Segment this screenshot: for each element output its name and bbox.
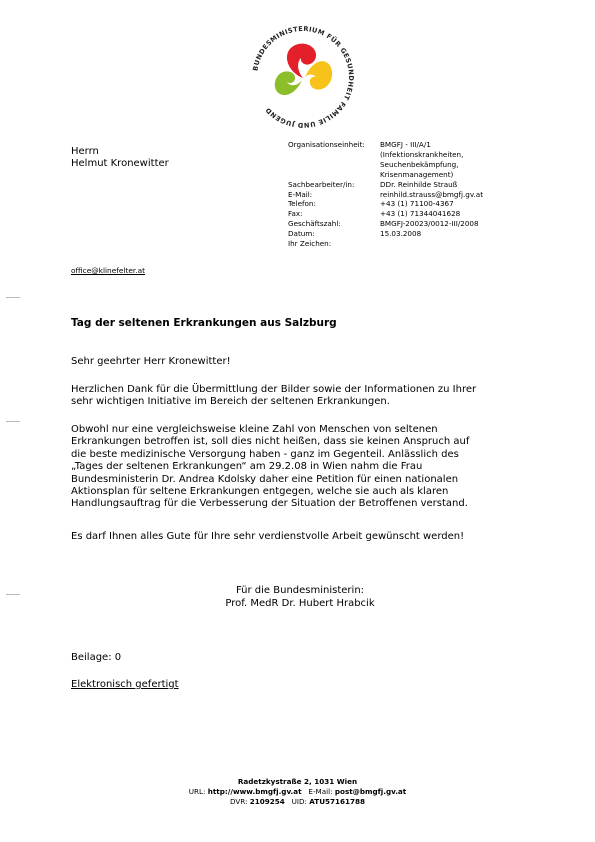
footer-uid: ATU57161788: [309, 796, 366, 806]
body-line: Handlungsauftrag für die Verbesserung der Situation der Betroffenen verstand.: [71, 498, 468, 510]
footer-url-label: URL:: [188, 786, 206, 796]
meta-value-org-detail: (Infektionskrankheiten,: [380, 149, 464, 159]
meta-label-date: Datum:: [288, 229, 315, 239]
meta-label-org-unit: Organisationseinheit:: [288, 140, 365, 149]
body-line: Bundesministerin Dr. Andrea Kdolsky daher eine Petition für einen nationalen: [71, 473, 459, 485]
meta-value-org-unit: BMGFJ - III/A/1: [380, 140, 431, 149]
meta-label-file-number: Geschäftszahl:: [288, 219, 341, 229]
paragraph-petition: [71, 424, 541, 511]
salutation-text: Sehr geehrter Herr Kronewitter!: [71, 356, 231, 367]
body-line: die beste medizinische Versorgung haben - ganz im Gegenteil. Anlässlich des: [71, 448, 459, 460]
recipient-salutation-line: Herrn: [71, 146, 99, 157]
footer-uid-label: UID:: [291, 796, 307, 806]
meta-value-fax: +43 (1) 71344041628: [380, 209, 461, 219]
fold-mark: [6, 421, 20, 422]
footer-url[interactable]: http://www.bmgfj.gv.at: [207, 786, 302, 796]
recipient-email-link[interactable]: office@klinefelter.at: [71, 266, 146, 275]
meta-value-phone: +43 (1) 71100-4367: [380, 199, 454, 209]
recipient-name: Helmut Kronewitter: [71, 158, 169, 169]
ministry-logo: [248, 22, 358, 132]
footer-email[interactable]: post@bmgfj.gv.at: [334, 786, 407, 796]
meta-value-org-detail: Seuchenbekämpfung,: [380, 159, 459, 169]
meta-label-your-reference: Ihr Zeichen:: [288, 239, 332, 249]
electronic-signature-note: Elektronisch gefertigt: [71, 679, 179, 690]
meta-label-fax: Fax:: [288, 209, 303, 219]
recipient-address: [71, 146, 169, 170]
fold-mark: [6, 297, 20, 298]
body-line: sehr wichtigen Initiative im Bereich der seltenen Erkrankungen.: [71, 396, 390, 408]
signature-role: Für die Bundesministerin:: [235, 585, 365, 596]
paragraph-closing: [71, 531, 541, 543]
body-line: Obwohl nur eine vergleichsweise kleine Zahl von Menschen von seltenen: [71, 424, 438, 435]
meta-label-clerk: Sachbearbeiter/in:: [288, 179, 355, 189]
meta-value-org-detail: Krisenmanagement): [380, 169, 454, 179]
meta-labels: [288, 140, 365, 249]
body-line: Aktionsplan für seltene Erkrankungen entgegen, welche sie auch als klaren: [71, 486, 449, 498]
body-line: Erkrankungen betroffen ist, soll dies nicht heißen, dass sie keinen Anspruch auf: [71, 436, 470, 448]
meta-label-phone: Telefon:: [288, 199, 316, 209]
meta-value-email: reinhild.strauss@bmgfj.gv.at: [380, 189, 484, 199]
meta-label-email: E-Mail:: [288, 189, 313, 199]
meta-value-clerk: DDr. Reinhilde Strauß: [380, 179, 458, 189]
letter-salutation: [71, 356, 541, 368]
fold-mark: [6, 594, 20, 595]
signature-name: Prof. MedR Dr. Hubert Hrabcik: [225, 598, 375, 609]
logo-ring-text: BUNDESMINISTERIUM FÜR GESUNDHEIT FAMILIE UND JUGEND: [251, 24, 356, 130]
signature-block: [100, 584, 500, 610]
page-footer: [0, 777, 595, 806]
meta-value-file-number: BMGFJ-20023/0012-III/2008: [380, 219, 479, 229]
body-line: Es darf Ihnen alles Gute für Ihre sehr verdienstvolle Arbeit gewünscht werden!: [71, 531, 465, 542]
body-line: Herzlichen Dank für die Übermittlung der Bilder sowie der Informationen zu Ihrer: [71, 384, 477, 395]
meta-values: [380, 140, 483, 249]
letter-subject: Tag der seltenen Erkrankungen aus Salzburg: [71, 317, 337, 329]
meta-value-your-reference: [380, 239, 483, 249]
footer-dvr-label: DVR:: [229, 796, 248, 806]
body-line: „Tages der seltenen Erkrankungen“ am 29.2.08 in Wien nahm die Frau: [71, 461, 423, 473]
paragraph-thanks: [71, 384, 541, 409]
footer-email-label: E-Mail:: [308, 786, 333, 796]
footer-address: Radetzkystraße 2, 1031 Wien: [237, 777, 358, 786]
meta-value-date: 15.03.2008: [380, 229, 422, 239]
footer-dvr: 2109254: [249, 796, 285, 806]
enclosure-note: Beilage: 0: [71, 652, 122, 663]
